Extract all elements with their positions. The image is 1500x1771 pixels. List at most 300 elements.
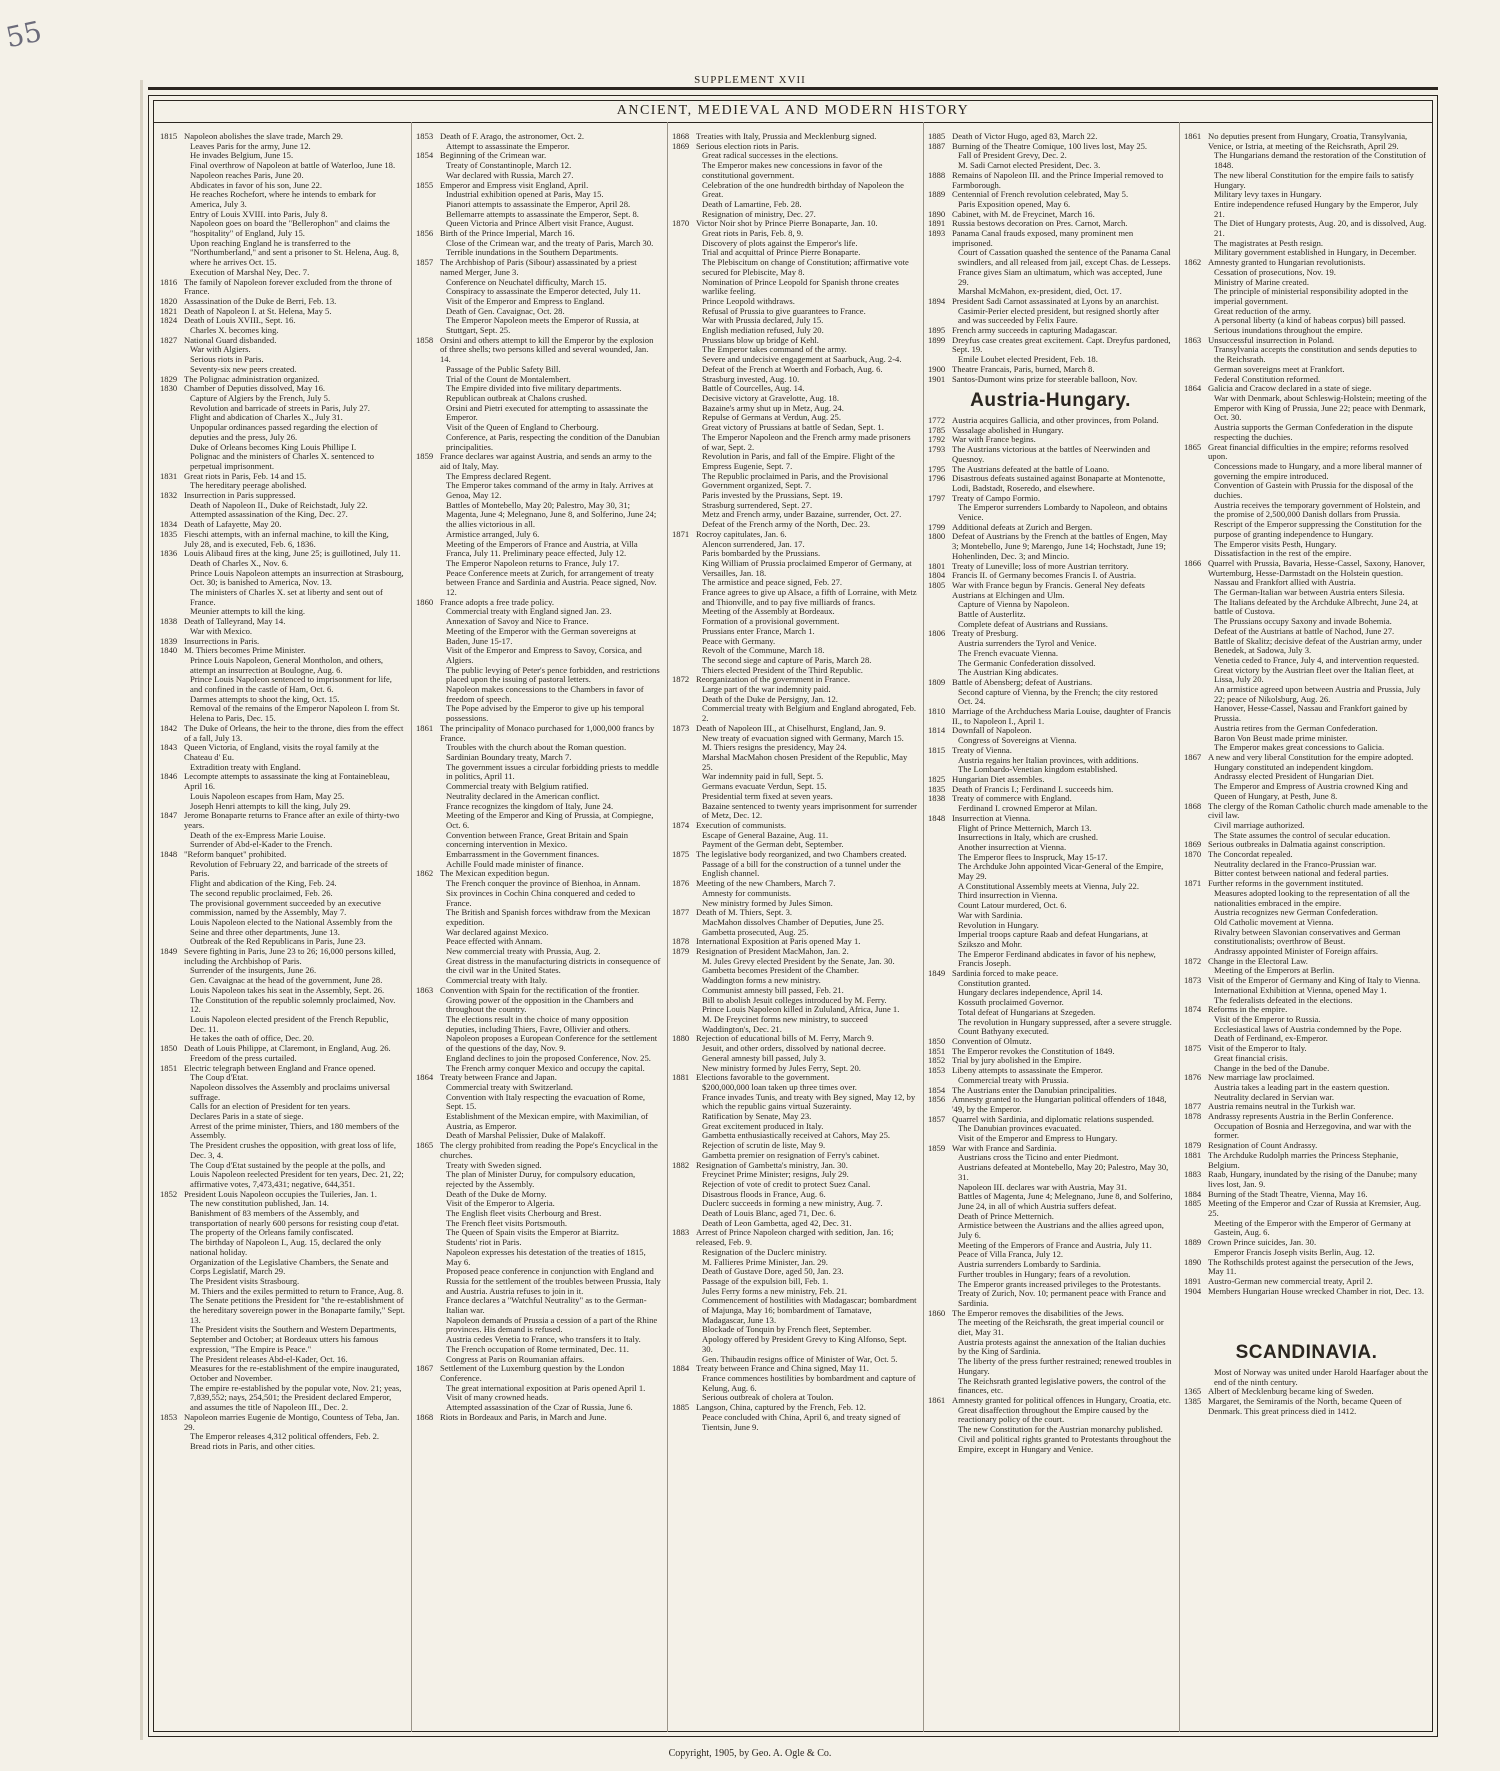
- entry-text: Achille Fould made minister of finance.: [446, 858, 584, 869]
- entry-text: Pianori attempts to assassinate the Emperor, April 28.: [446, 198, 631, 209]
- entry-year: [672, 365, 696, 375]
- entry-text: Constitution granted.: [958, 977, 1031, 988]
- entry-text: Treaty of Zurich, Nov. 10; permanent peace with France and Sardinia.: [958, 1288, 1166, 1308]
- entry-text: Commercial treaty with Switzerland.: [446, 1081, 573, 1092]
- entry-year: [1184, 190, 1208, 200]
- entry-text: Additional defeats at Zurich and Bergen.: [952, 521, 1093, 532]
- entry-text: Attempt to assassinate the Emperor.: [446, 140, 570, 151]
- entry-year: [672, 1122, 696, 1132]
- entry-year: 1900: [928, 363, 946, 374]
- entry-text: The Coup d'Etat sustained by the people at the polls, and Louis Napoleon reelected President for ten years, Dec. 21, 22; affirmative votes, 7,473,431; negative, 644,351.: [190, 1159, 404, 1189]
- entry-year: [416, 1034, 440, 1053]
- entry-year: [416, 802, 440, 812]
- entry-text: Meeting of the Emperor and King of Prussia, at Compiegne, Oct. 6.: [446, 810, 654, 830]
- entry-year: 1854: [416, 150, 434, 161]
- entry-text: Death of Leon Gambetta, aged 42, Dec. 31.: [702, 1217, 852, 1228]
- section-heading: SCANDINAVIA.: [1235, 1342, 1378, 1364]
- entry-text: Presidential term fixed at seven years.: [702, 790, 833, 801]
- history-entry: [672, 1374, 917, 1393]
- entry-text: Austria remains neutral in the Turkish war.: [1208, 1101, 1356, 1112]
- entry-year: 1885: [928, 132, 946, 141]
- entry-year: [672, 1170, 696, 1180]
- entry-year: [928, 1270, 952, 1280]
- entry-year: [160, 1102, 184, 1112]
- entry-text: The Coup d'Etat.: [190, 1072, 249, 1083]
- entry-text: Death of the Duke de Persigny, Jan. 12.: [702, 693, 838, 704]
- entry-year: 1879: [672, 946, 690, 957]
- entry-year: [160, 1199, 184, 1209]
- history-entry: [416, 1413, 661, 1423]
- entry-text: The new Constitution for the Austrian monarchy published.: [958, 1424, 1163, 1435]
- entry-year: 1838: [928, 793, 946, 804]
- entry-text: Galicia and Cracow declared in a state of siege.: [1208, 383, 1372, 394]
- history-entry: [1184, 685, 1429, 704]
- entry-text: Hungary constituted an independent kingdom.: [1214, 761, 1374, 772]
- entry-year: 1856: [416, 228, 434, 239]
- entry-text: Measures for the re-establishment of the empire inaugurated, October and November.: [190, 1363, 400, 1383]
- entry-year: [1184, 704, 1208, 723]
- entry-text: Treaty of Presburg.: [952, 628, 1019, 639]
- entry-year: 1852: [928, 1055, 946, 1066]
- entry-text: Raab, Hungary, inundated by the rising of the Danube; many lives lost, Jan. 9.: [1208, 1169, 1418, 1189]
- entry-text: Declares Paris in a state of siege.: [190, 1111, 304, 1122]
- entry-text: Visit of the Emperor and Empress to England.: [446, 295, 605, 306]
- entry-text: Rejection of educational bills of M. Ferry, March 9.: [696, 1033, 874, 1044]
- entry-year: 1848: [928, 812, 946, 823]
- entry-year: [416, 423, 440, 433]
- entry-text: France agrees to give up Alsace, a fifth of Lorraine, with Metz and Thionville, and to pay five milliards of francs.: [702, 587, 917, 607]
- entry-year: [672, 1277, 696, 1287]
- entry-year: [416, 1170, 440, 1189]
- entry-year: [416, 433, 440, 452]
- entry-text: Execution of communists.: [696, 819, 786, 830]
- entry-year: [672, 181, 696, 200]
- history-entry: [160, 1209, 405, 1228]
- entry-text: The Emperor Napoleon returns to France, July 17.: [446, 557, 620, 568]
- history-entry: [416, 957, 661, 976]
- entry-year: [160, 1287, 184, 1297]
- entry-year: 1849: [160, 946, 178, 957]
- entry-year: 1878: [672, 936, 690, 947]
- entry-year: [672, 1005, 696, 1015]
- entry-text: New ministry formed by Jules Simon.: [702, 897, 833, 908]
- entry-text: Gambetta prosecuted, Aug. 25.: [702, 926, 809, 937]
- history-entry: [672, 181, 917, 200]
- entry-text: Andrassy represents Austria in the Berlin Conference.: [1208, 1111, 1394, 1122]
- entry-year: 1895: [928, 325, 946, 336]
- entry-year: [672, 1199, 696, 1209]
- entry-text: M. Thiers and the exiles permitted to return to France, Aug. 8.: [190, 1285, 404, 1296]
- entry-text: Insurrections in Italy, which are crushed.: [958, 832, 1098, 843]
- entry-year: 1867: [1184, 752, 1202, 762]
- entry-text: English mediation refused, July 20.: [702, 325, 824, 336]
- entry-text: Outbreak of the Red Republicans in Paris, June 23.: [190, 936, 366, 947]
- entry-text: Troubles with the church about the Roman question.: [446, 742, 627, 753]
- entry-year: 1868: [1184, 800, 1202, 811]
- entry-year: [928, 1250, 952, 1260]
- entry-year: 1850: [160, 1043, 178, 1054]
- entry-year: [416, 287, 440, 297]
- entry-year: 1854: [928, 1084, 946, 1095]
- entry-year: [1184, 1122, 1208, 1141]
- entry-year: [416, 316, 440, 335]
- entry-text: The Constitution of the republic solemnly proclaimed, Nov. 12.: [190, 994, 396, 1015]
- entry-year: 1873: [672, 722, 690, 733]
- entry-year: [416, 404, 440, 423]
- entry-text: Polignac and the ministers of Charles X. sentenced to perpetual imprisonment.: [190, 451, 375, 471]
- entry-text: Francis II. of Germany becomes Francis I. of Austria.: [952, 570, 1136, 581]
- entry-year: [160, 1209, 184, 1228]
- entry-text: Hungary declares independence, April 14.: [958, 987, 1103, 998]
- history-entry: [160, 1258, 405, 1277]
- entry-year: [672, 375, 696, 385]
- entry-year: 1853: [160, 1411, 178, 1422]
- entry-text: Flight and abdication of the King, Feb. 24.: [190, 878, 337, 889]
- entry-text: The Danubian provinces evacuated.: [958, 1123, 1082, 1134]
- entry-text: Neutrality declared in the American conflict.: [446, 790, 600, 801]
- entry-text: Banishment of 83 members of the Assembly, and transportation of nearly 600 persons for resisting coup d'etat.: [190, 1208, 399, 1228]
- entry-text: Austria acquires Gallicia, and other provinces, from Poland.: [952, 414, 1159, 425]
- entry-year: [416, 569, 440, 598]
- entry-year: [672, 316, 696, 326]
- entry-year: [160, 569, 184, 588]
- entry-year: [1184, 889, 1208, 908]
- entry-text: Escape of General Bazaine, Aug. 11.: [702, 829, 829, 840]
- entry-year: 1834: [160, 519, 178, 530]
- entry-text: The Lombardo-Venetian kingdom established.: [958, 764, 1118, 775]
- entry-text: Death of Gustave Dore, aged 50, Jan. 23.: [702, 1266, 844, 1277]
- entry-year: 1810: [928, 706, 946, 717]
- entry-text: Passage of a bill for the construction of a tunnel under the English channel.: [702, 858, 901, 879]
- entry-year: 1870: [1184, 849, 1202, 860]
- entry-text: Serious election riots in Paris.: [696, 140, 799, 151]
- history-entry: [416, 316, 661, 335]
- entry-year: [672, 1258, 696, 1268]
- history-entry: [672, 258, 917, 277]
- entry-text: He invades Belgium, June 15.: [190, 150, 294, 161]
- entry-year: 1881: [1184, 1149, 1202, 1160]
- entry-year: 1860: [416, 596, 434, 607]
- entry-year: [160, 792, 184, 802]
- entry-text: Death of Victor Hugo, aged 83, March 22.: [952, 132, 1098, 141]
- entry-year: 1882: [672, 1159, 690, 1170]
- entry-text: Death of F. Arago, the astronomer, Oct. 2.: [440, 132, 585, 141]
- entry-year: [928, 1377, 952, 1396]
- history-entry: [416, 685, 661, 704]
- entry-text: Bazaine sentenced to twenty years imprisonment for surrender of Metz, Dec. 12.: [702, 800, 917, 821]
- entry-year: [928, 1280, 952, 1290]
- entry-year: 1795: [928, 463, 946, 474]
- entry-text: King William of Prussia proclaimed Emperor of Germany, at Versailles, Jan. 18.: [702, 557, 912, 578]
- entry-text: Great financial crisis.: [1214, 1052, 1288, 1063]
- history-entry: [1184, 1368, 1429, 1387]
- entry-text: Change in the bed of the Danube.: [1214, 1062, 1330, 1073]
- pencil-annotation: 55: [2, 14, 45, 55]
- entry-year: [416, 394, 440, 404]
- entry-year: 1859: [416, 451, 434, 462]
- entry-text: Austria takes a leading part in the eastern question.: [1214, 1081, 1390, 1092]
- history-entry: [928, 1338, 1173, 1357]
- entry-text: Visit of the Emperor to Algeria.: [446, 1198, 555, 1209]
- entry-year: [160, 588, 184, 607]
- entry-year: [1184, 1015, 1208, 1025]
- entry-text: Andrassy elected President of Hungarian Diet.: [1214, 771, 1374, 782]
- entry-text: Sardinian Boundary treaty, March 7.: [446, 752, 572, 762]
- entry-text: The Emperor takes command of the army.: [702, 344, 847, 355]
- entry-text: The plan of Minister Duruy, for compulsory education, rejected by the Assembly.: [446, 1169, 636, 1189]
- history-column-3: [672, 132, 917, 1722]
- entry-text: Quarrel with Sardinia, and diplomatic relations suspended.: [952, 1113, 1154, 1124]
- entry-text: Kossuth proclaimed Governor.: [958, 997, 1064, 1008]
- entry-text: Paris bombarded by the Prussians.: [702, 548, 821, 559]
- entry-text: Napoleon marries Eugenie de Montigo, Countess of Teba, Jan. 29.: [184, 1411, 400, 1432]
- entry-text: Death of Louis Philippe, at Claremont, in England, Aug. 26.: [184, 1043, 391, 1054]
- entry-text: Change in the Electoral Law.: [1208, 955, 1308, 966]
- entry-text: The magistrates at Pesth resign.: [1214, 237, 1324, 248]
- entry-text: The Republic proclaimed in Paris, and the Provisional Government organized, Sept. 7.: [702, 470, 889, 491]
- entry-text: Military government established in Hungary, in December.: [1214, 247, 1417, 258]
- entry-text: The Senate petitions the President for "the re-establishment of the hereditary sovereign power in the Bonaparte family," Sept. 13.: [190, 1295, 405, 1325]
- entry-text: Assassination of the Duke de Berri, Feb. 13.: [184, 295, 337, 306]
- history-entry: [160, 1015, 405, 1034]
- history-entry: [928, 688, 1173, 707]
- entry-text: Settlement of the Luxemburg question by the London Conference.: [440, 1363, 625, 1383]
- entry-text: Second capture of Vienna, by the French; the city restored Oct. 24.: [958, 686, 1158, 707]
- history-entry: [160, 219, 405, 238]
- entry-year: [160, 161, 184, 171]
- entry-year: 1855: [416, 179, 434, 190]
- entry-text: Napoleon dissolves the Assembly and proclaims universal suffrage.: [190, 1081, 391, 1102]
- entry-year: [416, 879, 440, 889]
- entry-text: The Austrian King abdicates.: [958, 667, 1059, 678]
- entry-text: Amnesty granted to Hungarian revolutionists.: [1208, 257, 1366, 268]
- entry-text: Count Bathyany executed.: [958, 1026, 1049, 1037]
- entry-year: 1796: [928, 473, 946, 484]
- entry-year: 1864: [416, 1072, 434, 1083]
- entry-text: Death of Lamartine, Feb. 28.: [702, 198, 802, 209]
- entry-year: [160, 1384, 184, 1413]
- entry-text: Margaret, the Semiramis of the North, became Queen of Denmark. This great princess died in 1412.: [1208, 1396, 1402, 1416]
- entry-text: Death of Napoleon I. at St. Helena, May 5.: [184, 305, 332, 316]
- entry-text: Trial by jury abolished in the Empire.: [952, 1055, 1082, 1066]
- entry-text: The Mexican expedition begun.: [440, 868, 550, 879]
- entry-text: The birthday of Napoleon I., Aug. 15, declared the only national holiday.: [190, 1237, 382, 1257]
- history-entry: [1184, 666, 1429, 685]
- entry-year: 1847: [160, 810, 178, 821]
- entry-year: [672, 1093, 696, 1112]
- entry-year: 1829: [160, 373, 178, 384]
- entry-year: [672, 646, 696, 656]
- entry-text: Strasburg surrendered, Sept. 27.: [702, 499, 813, 510]
- entry-text: The ministers of Charles X. set at liberty and sent out of France.: [190, 587, 383, 607]
- history-entry: [416, 1054, 661, 1073]
- entry-year: 1820: [160, 295, 178, 306]
- entry-text: Battles of Magenta, June 4; Melegnano, June 8, and Solferino, June 24, in all of which Austria suffers defeat.: [958, 1191, 1173, 1211]
- history-entry: [928, 336, 1173, 355]
- entry-year: 1772: [928, 414, 946, 425]
- history-entry: [1184, 928, 1429, 947]
- entry-text: The second siege and capture of Paris, March 28.: [702, 654, 872, 665]
- entry-year: [672, 404, 696, 414]
- entry-text: Republican outbreak at Chalons crushed.: [446, 392, 588, 403]
- entry-text: Death of Prince Metternich.: [958, 1210, 1054, 1221]
- entry-year: 1365: [1184, 1386, 1202, 1397]
- entry-year: [1184, 908, 1208, 918]
- entry-text: Duke of Orleans becomes King Louis Phillipe I.: [190, 441, 357, 452]
- entry-text: Gambetta premier on resignation of Ferry's cabinet.: [702, 1149, 880, 1160]
- entry-year: [416, 365, 440, 375]
- history-entry: [1184, 287, 1429, 306]
- history-entry: [416, 1093, 661, 1112]
- entry-text: The principle of ministerial responsibility adopted in the imperial government.: [1214, 286, 1409, 306]
- entry-text: Vassalage abolished in Hungary.: [952, 424, 1064, 435]
- entry-text: Serious riots in Paris.: [190, 354, 264, 365]
- entry-text: The Italians defeated by the Archduke Albrecht, June 24, at battle of Custova.: [1214, 596, 1419, 617]
- entry-year: 1852: [160, 1188, 178, 1199]
- entry-text: The federalists defeated in the elections.: [1214, 994, 1353, 1005]
- entry-text: The Empire divided into five military departments.: [446, 383, 622, 394]
- entry-year: [160, 181, 184, 191]
- entry-text: The Emperor removes the disabilities of the Jews.: [952, 1307, 1124, 1318]
- entry-text: Occupation of Bosnia and Herzegovina, and war with the former.: [1214, 1120, 1412, 1141]
- entry-year: 1793: [928, 444, 946, 455]
- entry-text: Venetia ceded to France, July 4, and intervention requested.: [1214, 654, 1419, 665]
- entry-year: [416, 1296, 440, 1315]
- entry-year: [416, 811, 440, 830]
- entry-text: Duclerc succeeds in forming a new ministry, Aug. 7.: [702, 1198, 883, 1209]
- history-entry: [928, 1192, 1173, 1211]
- entry-text: Old Catholic movement at Vienna.: [1214, 916, 1334, 927]
- entry-year: [416, 1161, 440, 1171]
- entry-text: The new constitution published, Jan. 14.: [190, 1198, 329, 1209]
- entry-year: [416, 646, 440, 665]
- entry-text: Military levy taxes in Hungary.: [1214, 189, 1322, 200]
- entry-text: Removal of the remains of the Emperor Napoleon I. from St. Helena to Paris, Dec. 15.: [190, 703, 400, 724]
- entry-year: [1184, 219, 1208, 238]
- entry-text: Trial and acquittal of Prince Pierre Bonaparte.: [702, 247, 861, 258]
- entry-text: The British and Spanish forces withdraw from the Mexican expedition.: [446, 907, 651, 927]
- history-entry: [1184, 1258, 1429, 1277]
- entry-text: Count Latour murdered, Oct. 6.: [958, 900, 1067, 911]
- entry-year: [672, 413, 696, 423]
- history-entry: [928, 268, 1173, 287]
- entry-year: [672, 1141, 696, 1151]
- entry-text: Abdicates in favor of his son, June 22.: [190, 179, 322, 190]
- entry-text: Fall of President Grevy, Dec. 2.: [958, 150, 1067, 161]
- entry-text: Death of the ex-Empress Marie Louise.: [190, 829, 326, 840]
- entry-year: [160, 879, 184, 889]
- history-entry: [672, 1093, 917, 1112]
- entry-year: 1881: [672, 1072, 690, 1083]
- entry-year: [160, 1364, 184, 1383]
- entry-text: Andrassy appointed Minister of Foreign affairs.: [1214, 946, 1379, 957]
- entry-year: [928, 151, 952, 161]
- entry-text: M. Thiers resigns the presidency, May 24.: [702, 742, 847, 753]
- entry-text: The Emperor revokes the Constitution of 1849.: [952, 1045, 1115, 1056]
- entry-year: [672, 510, 696, 520]
- entry-year: [416, 831, 440, 850]
- entry-text: Rejection of scrutin de liste, May 9.: [702, 1140, 826, 1151]
- history-entry: [160, 704, 405, 723]
- entry-text: Visit of the Emperor to Italy.: [1208, 1043, 1307, 1054]
- entry-text: Ratification by Senate, May 23.: [702, 1111, 812, 1122]
- entry-year: [1184, 278, 1208, 288]
- entry-text: Ecclesiastical laws of Austria condemned by the Pope.: [1214, 1023, 1402, 1034]
- entry-text: Austria receives the temporary government of Holstein, and the promise of 2,500,000 Danish dollars from Prussia.: [1214, 499, 1421, 520]
- entry-text: Great victory by the Austrian fleet over the Italian fleet, at Lissa, July 20.: [1214, 664, 1414, 685]
- entry-year: [672, 1015, 696, 1034]
- entry-text: Insurrections in Paris.: [184, 635, 260, 646]
- history-entry: [160, 996, 405, 1015]
- entry-text: Bitter contest between national and federal parties.: [1214, 868, 1389, 879]
- entry-year: 1851: [928, 1045, 946, 1056]
- history-entry: [928, 375, 1173, 385]
- entry-year: [672, 326, 696, 336]
- entry-year: 1849: [928, 968, 946, 979]
- entry-text: Conference on Neuchatel difficulty, March 15.: [446, 276, 607, 287]
- column-divider: [411, 122, 412, 1732]
- entry-year: [1184, 928, 1208, 947]
- entry-year: 1880: [672, 1033, 690, 1044]
- entry-text: Conference, at Paris, respecting the condition of the Danubian principalities.: [446, 431, 660, 452]
- entry-year: [160, 675, 184, 694]
- entry-year: [928, 600, 952, 610]
- entry-year: [672, 1131, 696, 1141]
- entry-year: [160, 1015, 184, 1034]
- entry-text: Commercial treaty with Belgium ratified.: [446, 781, 589, 792]
- entry-text: Austria surrenders Lombardy to Sardinia.: [958, 1259, 1101, 1270]
- entry-text: The Emperor makes great concessions to Galicia.: [1214, 742, 1385, 753]
- entry-text: Joseph Henri attempts to kill the king, July 29.: [190, 800, 351, 811]
- entry-text: Amnesty granted for political offences in Hungary, Croatia, etc.: [952, 1395, 1172, 1405]
- entry-year: 1887: [928, 140, 946, 151]
- entry-text: The principality of Monaco purchased for 1,000,000 francs by France.: [440, 722, 655, 743]
- entry-text: Surrender of the insurgents, June 26.: [190, 965, 317, 976]
- history-entry: [160, 743, 405, 762]
- entry-text: Austrians defeated at Montebello, May 20; Palestro, May 30, 31.: [958, 1162, 1169, 1182]
- entry-text: Decisive victory at Gravelotte, Aug. 18.: [702, 392, 839, 403]
- entry-year: [928, 988, 952, 998]
- entry-text: Treaties with Italy, Prussia and Mecklenburg signed.: [696, 132, 877, 141]
- entry-text: Complete defeat of Austrians and Russians.: [958, 618, 1108, 629]
- entry-text: The Emperor releases 4,312 political offenders, Feb. 2.: [190, 1431, 380, 1442]
- entry-year: [672, 743, 696, 753]
- column-divider: [667, 122, 668, 1732]
- entry-year: [1184, 171, 1208, 190]
- entry-year: 1816: [160, 276, 178, 287]
- entry-year: 1836: [160, 548, 178, 559]
- entry-text: Treaty of Vienna.: [952, 744, 1012, 755]
- entry-year: [416, 1209, 440, 1219]
- entry-text: President Sadi Carnot assassinated at Lyons by an anarchist.: [952, 295, 1159, 306]
- entry-text: Austrians cross the Ticino and enter Piedmont.: [958, 1152, 1119, 1163]
- entry-text: Queen Victoria, of England, visits the royal family at the Chateau d' Eu.: [184, 742, 379, 762]
- entry-text: Battles of Montebello, May 20; Palestro, May 30, 31; Magenta, June 4; Melegnano, June 8, and Solferino, June 24; the allies victorious in all.: [446, 499, 657, 530]
- history-entry: [416, 763, 661, 782]
- entry-text: War with France begun by Francis. General Ney defeats Austrians at Elchingen and Ulm.: [952, 579, 1145, 600]
- entry-text: Treaty of Constantinople, March 12.: [446, 160, 572, 171]
- entry-text: Death of the Duke de Morny.: [446, 1188, 547, 1199]
- entry-text: The Pope advised by the Emperor to give up his temporal possessions.: [446, 703, 645, 724]
- entry-text: Visit of the Emperor to Russia.: [1214, 1013, 1321, 1024]
- entry-text: The second republic proclaimed, Feb. 26.: [190, 887, 333, 898]
- entry-year: 1830: [160, 383, 178, 394]
- entry-year: [416, 1345, 440, 1355]
- entry-text: The Rothschilds protest against the persecution of the Jews, May 11.: [1208, 1256, 1414, 1277]
- history-entry: [416, 908, 661, 927]
- history-entry: [1184, 1170, 1429, 1189]
- entry-year: 1861: [928, 1395, 946, 1405]
